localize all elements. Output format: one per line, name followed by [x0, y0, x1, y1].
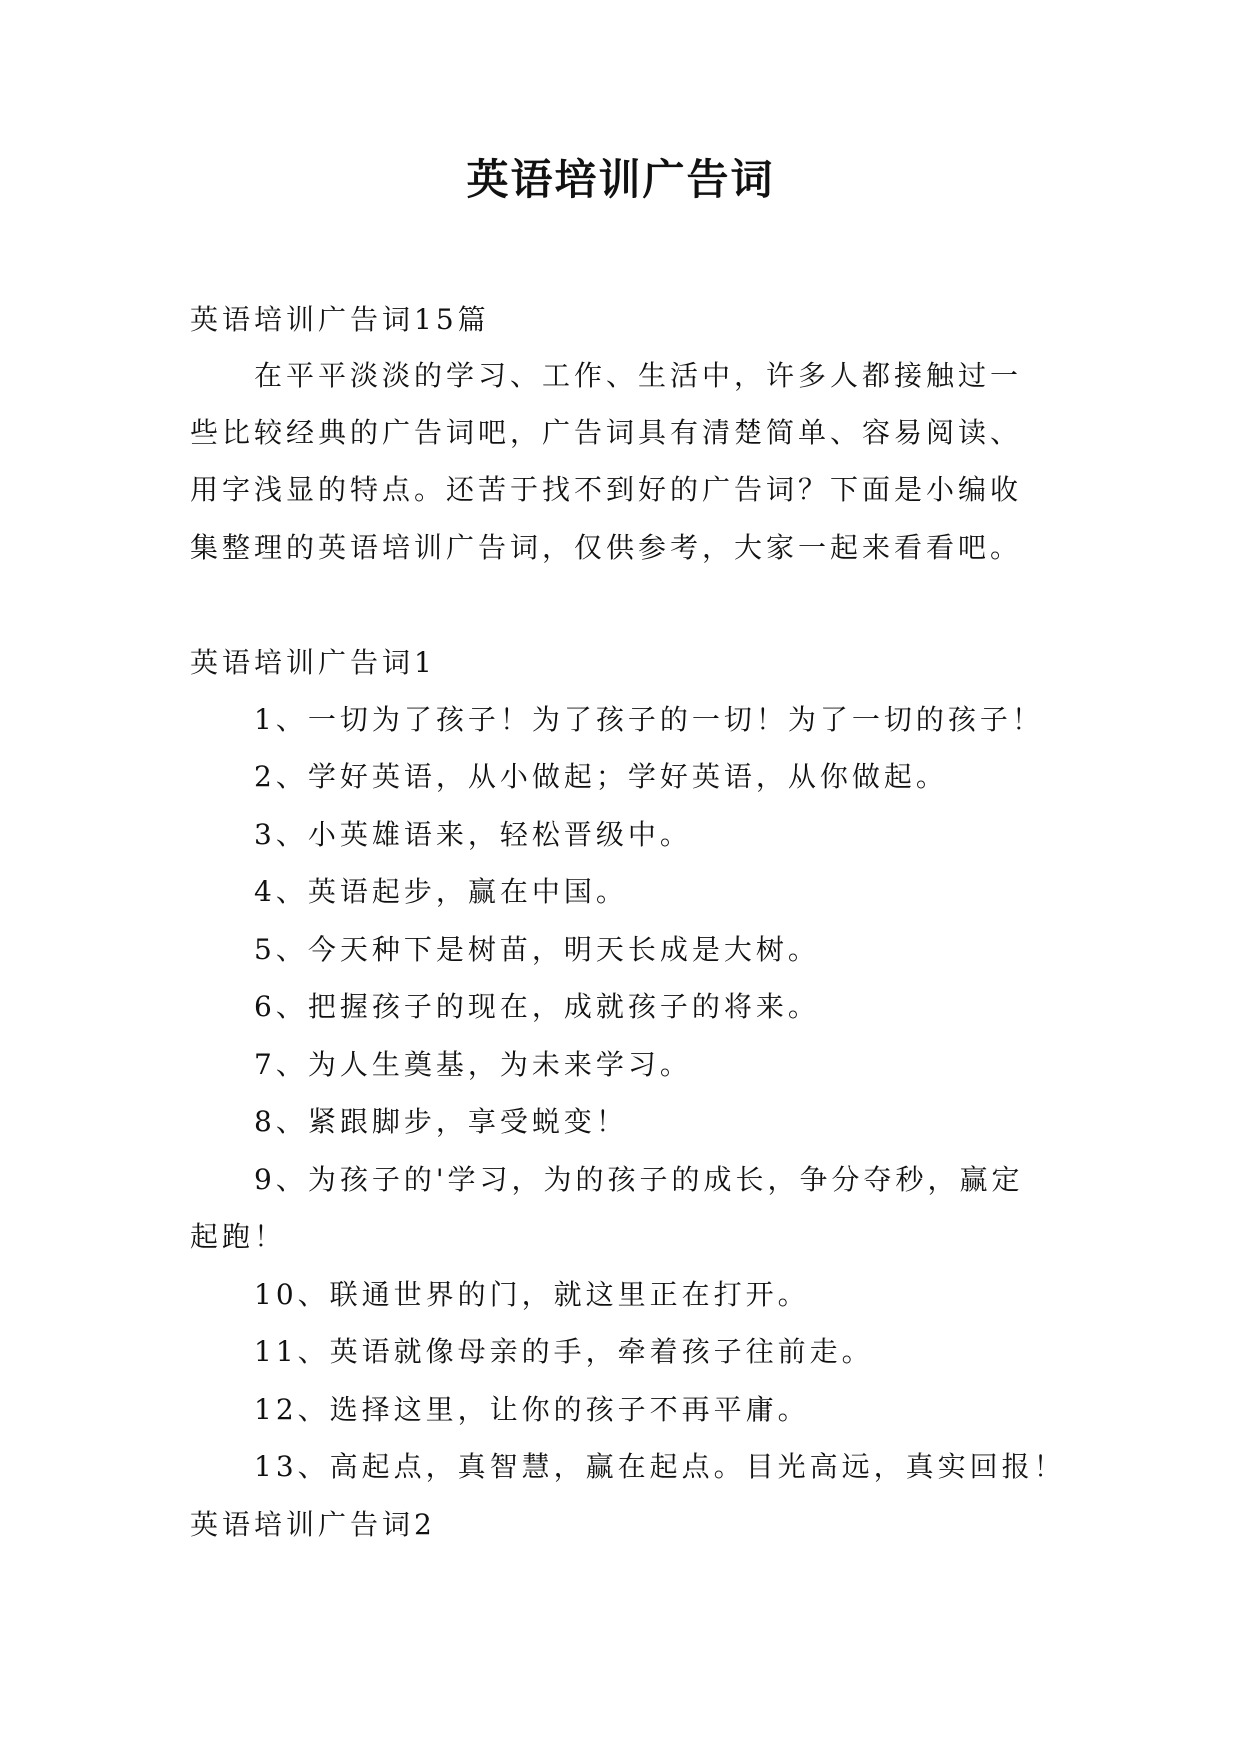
- intro-line-1: 在平平淡淡的学习、工作、生活中，许多人都接触过一: [254, 359, 1023, 392]
- list-item: 4、英语起步，赢在中国。: [254, 875, 628, 908]
- list-item: 3、小英雄语来，轻松晋级中。: [254, 818, 692, 851]
- intro-line-2: 些比较经典的广告词吧，广告词具有清楚简单、容易阅读、: [190, 416, 1023, 449]
- list-item: 5、今天种下是树苗，明天长成是大树。: [254, 933, 820, 966]
- list-item: 13、高起点，真智慧，赢在起点。目光高远，真实回报！: [254, 1450, 1066, 1483]
- section-heading-2: 英语培训广告词2: [190, 1508, 436, 1541]
- intro-line-4: 集整理的英语培训广告词，仅供参考，大家一起来看看吧。: [190, 531, 1023, 564]
- list-item: 7、为人生奠基，为未来学习。: [254, 1048, 692, 1081]
- section-heading-1: 英语培训广告词1: [190, 646, 436, 679]
- document-title: 英语培训广告词: [466, 155, 775, 204]
- list-item: 12、选择这里，让你的孩子不再平庸。: [254, 1393, 810, 1426]
- list-item: 10、联通世界的门，就这里正在打开。: [254, 1278, 810, 1311]
- list-item: 9、为孩子的'学习，为的孩子的成长，争分夺秒，赢定: [254, 1163, 1024, 1196]
- list-item: 1、一切为了孩子！为了孩子的一切！为了一切的孩子！: [254, 703, 1044, 736]
- document-subtitle: 英语培训广告词15篇: [190, 303, 490, 336]
- list-item: 2、学好英语，从小做起；学好英语，从你做起。: [254, 760, 948, 793]
- list-item: 6、把握孩子的现在，成就孩子的将来。: [254, 990, 820, 1023]
- intro-line-3: 用字浅显的特点。还苦于找不到好的广告词？下面是小编收: [190, 473, 1023, 506]
- list-item: 11、英语就像母亲的手，牵着孩子往前走。: [254, 1335, 874, 1368]
- list-item: 8、紧跟脚步，享受蜕变！: [254, 1105, 628, 1138]
- list-item-continuation: 起跑！: [190, 1220, 287, 1253]
